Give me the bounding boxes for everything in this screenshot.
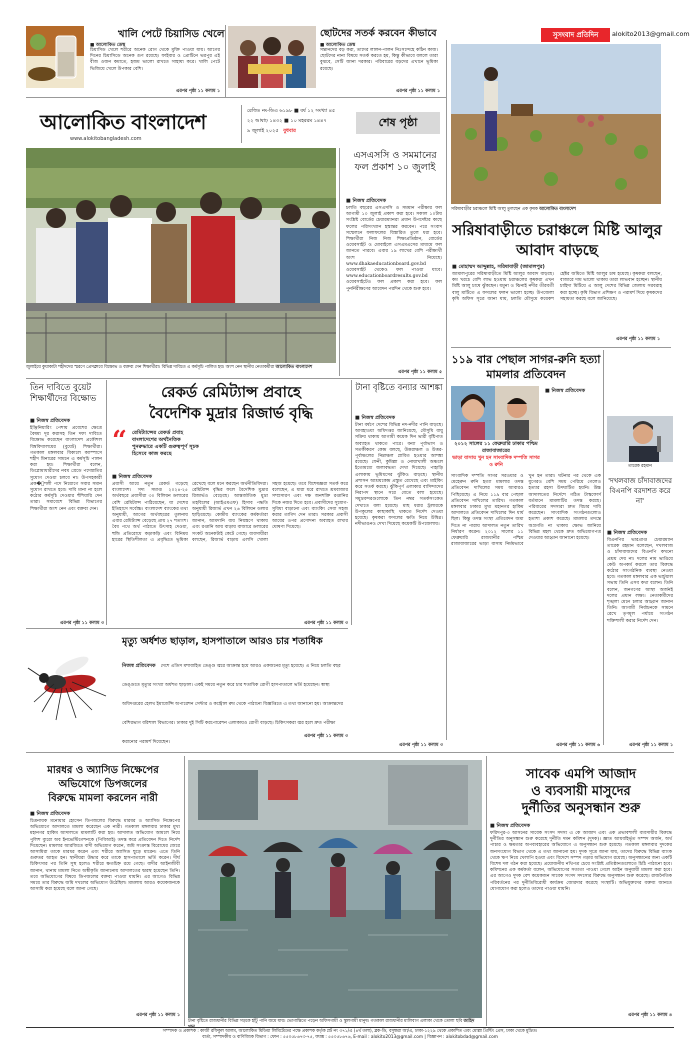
- acid-headline-3: বিরুদ্ধে মামলা করলেন নারী: [48, 793, 158, 804]
- remit-headline-2: বৈদেশিক মুদ্রার রিজার্ভ বৃদ্ধি: [149, 404, 313, 422]
- sagar-continued: এরপর পৃষ্ঠা ১১ কলাম ৬: [555, 743, 600, 748]
- sagar-runi-photo: [451, 386, 539, 440]
- mosquito-image: [26, 632, 118, 728]
- azad-continued: এরপর পৃষ্ঠা ১১ কলাম ৪: [627, 1013, 672, 1018]
- sharisha-credit: আলোকিত বাংলাদেশ: [539, 207, 576, 212]
- sharisha-headline: সরিষাবাড়ীতে চরাঞ্চলে মিষ্টি আলুর আবাদ বাড়ছে: [452, 221, 662, 259]
- azad-byline: ■ নিজস্ব প্রতিবেদক: [490, 823, 530, 829]
- azad-headline-3: দুর্নীতির অনুসন্ধান শুরু: [521, 801, 641, 816]
- sagar-headline: ১১৯ বার পেছাল সাগর-রুনি হত্যা মামলার প্রতিবেদন: [451, 353, 601, 381]
- masthead-date-en: ৯ জুলাই ২০২৫: [247, 128, 279, 134]
- azad-headline-1: সাবেক এমপি আজাদ: [525, 767, 636, 782]
- remit-quote-box: [112, 426, 200, 470]
- promo2-title: ছোটদের সতর্ক করবেন কীভাবে: [320, 28, 437, 39]
- promo2-image: [228, 26, 316, 88]
- banner-label: সুসংবাদ প্রতিদিন: [541, 28, 610, 42]
- masthead-date-bn: ২২ আষাঢ় ১৪৩২ ■ ১০ মহররম ১৪৪৭: [247, 118, 327, 124]
- rain-photo: [188, 760, 482, 1018]
- buet-body: ইঞ্জিনিয়ারিং পেশায় প্রবেশের ক্ষেত্রে বৈষম্য দূর করাসহ তিন দফা দাবিতে বিক্ষোভ করেছেন বাংলাদেশ প্রকৌশল বিশ্ববিদ্যালয়ের (বুয়েট) শিক্ষার্থীরা। গতকাল মঙ্গলবার বিকালে ক্যাম্পাসে শহীদ মিনারের সামনে এ কর্মসূচি পালন করা হয়। শিক্ষার্থীরা বলেন, ডিপ্লোমাধারীদের নবম গ্রেডে পদোন্নতির সুযোগ দেওয়া চলবে না। উপসহকারী প্রক�ৌশলী পদে নিয়োগে সবার সমান সুযোগ রাখতে হবে। দাবি মানা না হলে কঠোর কর্মসূচি দেওয়ার হুঁশিয়ারি দেন তারা। সমাবেশে বিভিন্ন বিভাগের শিক্ষার্থীরা অংশ নেন এবং বক্তব্য দেন।: [30, 426, 102, 512]
- remit-headline-1: রেকর্ড রেমিট্যান্স প্রবাহে: [161, 383, 301, 401]
- acid-headline-2: অভিযোগে ডিপজলের: [58, 779, 148, 790]
- tarique-continued: এরপর পৃষ্ঠা ১১ কলাম ১: [628, 743, 673, 748]
- masthead-url[interactable]: www.alokitobangladesh.com: [70, 136, 142, 142]
- promo1-byline: ■ আলোকিত ডেস্ক: [90, 43, 126, 48]
- banner-email[interactable]: alokito2013@gmail.com: [612, 30, 690, 38]
- sagar-caption-1: ২০১২ সালের ১১ ফেব্রুয়ারি ঢাকার পশ্চিম রাজাবাজারের: [454, 441, 538, 454]
- top-photo-caption-text: জুলাইয়ে কুয়াকাটা শহীদদের স্মরণে প্রেসক্লাবে বিক্ষোভ ও বক্তব্য দেন শিক্ষার্থীরা। বিভিন্ন দাবিতে এ কর্মসূচি পালিত হয়। অংশ নেন স্থানীয় নেতাকর্মীরা: [26, 365, 275, 370]
- tarique-headline: 'দখলবাজ চাঁদাবাজদের বিএনপি বরদাশত করে না': [608, 477, 672, 505]
- remit-body: প্রবাসী আয়ে নতুন রেকর্ড গড়েছে বাংলাদেশ। সদ্য সমাপ্ত ২০২৪-২৫ অর্থবছরে প্রবাসীরা ৩০ বিলিয়ন ডলারের বেশি রেমিট্যান্স পাঠিয়েছেন, যা দেশের ইতিহাসে সর্বোচ্চ। বাংলাদেশ ব্যাংকের তথ্য অনুযায়ী, আগের অর্থবছরের তুলনায় এবার রেমিট্যান্স বেড়েছে প্রায় ২৭ শতাংশ। বৈধ পথে অর্থ পাঠাতে উৎসাহ দেওয়া, হুন্ডি প্রতিরোধে কড়াকড়ি এবং বিনিময় হারের স্থিতিশীলতা এ প্রবৃদ্ধিতে ভূমিকা রেখেছে বলে মনে করছেন অর্থনীতিবিদরা। রেমিট্যান্স বৃদ্ধির ফলে বৈদেশিক মুদ্রার রিজার্ভও বেড়েছে। আন্তর্জাতিক মুদ্রা তহবিলের (আইএমএফ) হিসাব পদ্ধতি অনুযায়ী রিজার্ভ এখন ২৬ বিলিয়ন ডলার ছাড়িয়েছে। কেন্দ্রীয় ব্যাংকের কর্মকর্তারা জানান, আমদানি ব্যয় নিয়ন্ত্রণে থাকায় এবং রপ্তানি আয় বাড়ায় বাজারে ডলারের সংকট অনেকটাই কেটে গেছে। ব্যবসায়ীরা বলছেন, রিজার্ভ বাড়ায় এলসি খোলা সহজ হয়েছে। তবে বিশেষজ্ঞরা সতর্ক করে বলেছেন, এ ধারা ধরে রাখতে শ্রমবাজার সম্প্রসারণ এবং দক্ষ জনশক্তি রপ্তানির দিকে নজর দিতে হবে। প্রবাসীদের সুযোগ-সুবিধা বাড়ানো এবং ব্যাংকিং সেবা সহজ করার তাগিদ দেন তারা। সরকার প্রবাসী আয়ের ওপর প্রণোদনা অব্যাহত রাখার ঘোষণা দিয়েছে।: [112, 482, 348, 543]
- flood-continued: এরপর পৃষ্ঠা ১১ কলাম ৩: [398, 743, 443, 748]
- promo2-text: সন্তানদের বড় করা, তাদের লালন-পালন নিঃসন্দেহে কঠিন কাজ। ছোটদের নানা বিষয়ে সতর্ক করতে হয়, কিন্তু কীভাবে বললে তারা বুঝবে, সেটি জানা দরকার। পরিবারের বড়দের এখানে ভূমিকা রয়েছে।: [320, 48, 438, 72]
- top-protest-photo: [26, 148, 336, 363]
- tarique-photo: [607, 416, 673, 462]
- ssc-continued: এরপর পৃষ্ঠা ১১ কলাম ৫: [397, 370, 442, 375]
- ssc-byline: ■ নিজস্ব প্রতিবেদক: [346, 198, 386, 204]
- footer-imprint: [26, 1029, 674, 1041]
- rain-caption-text: টানা বৃষ্টিতে রাজধানীর বিভিন্ন সড়কে হাঁটু পানি জমে যায়। ভোগান্তিতে পড়েন অফিসগামী ও স্কুলগামী মানুষ। গতকাল রাজধানীর মালিবাগ এলাকা থেকে তোলা ছবি: [188, 1019, 463, 1024]
- remit-byline: ■ নিজস্ব প্রতিবেদক: [112, 474, 152, 480]
- footer-line-2: বার্তা, সম্পাদকীয় ও বাণিজ্যিক বিভাগ : ফোন : ৫৫০৫৮৬৭৩-৭৫, ফ্যাক্স : ৫৫০৫৮৬৭৬, E-mail : alokito2013@gmail.com | বিজ্ঞাপন : alokitobdad@gmail.com: [202, 1035, 498, 1040]
- sharisha-photo: [451, 44, 661, 204]
- sharisha-caption-text: সরিষাবাড়ীর চরাঞ্চলে মিষ্টি আলু তুলছেন এক কৃষক: [451, 207, 538, 212]
- acid-byline: ■ নিজস্ব প্রতিবেদক: [30, 811, 70, 817]
- section-label: শেষ পৃষ্ঠা: [356, 112, 440, 134]
- promo1-title: খালি পেটে চিয়াসিড খেলে: [118, 29, 225, 40]
- ssc-headline: এসএসসি ও সমমানের ফল প্রকাশ ১০ জুলাই: [353, 150, 437, 173]
- flood-body: টানা বর্ষণে দেশের বিভিন্ন নদ-নদীর পানি বাড়ছে। আবহাওয়া অধিদপ্তর জানিয়েছে, মৌসুমি বায়ু সক্রিয় থাকায় আগামী কয়েক দিন ভারী বৃষ্টিপাত অব্যাহত থাকতে পারে। বন্যা পূর্বাভাস ও সতর্কীকরণ কেন্দ্র বলছে, উত্তরাঞ্চল ও উত্তর-পূর্বাঞ্চলের নিম্নাঞ্চল প্লাবিত হওয়ার আশঙ্কা রয়েছে। ফেনী, কুমিল্লা ও নোয়াখালী অঞ্চলে ইতোমধ্যে জলাবদ্ধতা দেখা দিয়েছে। পাহাড়ি এলাকায় ভূমিধসের ঝুঁকিও বাড়ছে। স্থানীয় প্রশাসন আশ্রয়কেন্দ্র প্রস্তুত রেখেছে এবং মাইকিং করে সতর্ক করছে। ঝুঁকিপূর্ণ এলাকার বাসিন্দাদের নিরাপদ স্থানে সরে যেতে বলা হয়েছে। সমুদ্রবন্দরগুলোকে তিন নম্বর সতর্কসংকেত দেখাতে বলা হয়েছে। মাছ ধরার ট্রলারকে উপকূলের কাছাকাছি থাকতে নির্দেশ দেওয়া হয়েছে। কৃষকরা ফসলের ক্ষতি নিয়ে উদ্বিগ্ন। নদীভাঙনও দেখা দিয়েছে কয়েকটি উপজেলায়।: [355, 423, 443, 528]
- sharisha-byline: ■ মোহাম্মদ আব্দুল্লাহ, সরিষাবাড়ী (জামালপুর): [452, 264, 545, 270]
- promo1-image: [26, 26, 84, 88]
- rain-caption: [188, 1019, 482, 1027]
- dengue-headline: মৃত্যু অর্ধশত ছাড়াল, হাসপাতালে আরও চার শতাধিক: [122, 636, 323, 647]
- tarique-byline: ■ নিজস্ব প্রতিবেদক: [607, 530, 647, 536]
- acid-body: চিত্রনায়ক মনোয়ার হোসেন ডিপজলের বিরুদ্ধে মারধর ও অ্যাসিড নিক্ষেপের অভিযোগে আদালতে মামলা করেছেন এক নারী। গতকাল মঙ্গলবার ঢাকার মুখ্য মহানগর হাকিম আদালতে মামলাটি করা হয়। আদালত অভিযোগ আমলে নিয়ে পুলিশ ব্যুরো অব ইনভেস্টিগেশনকে (পিবিআই) তদন্ত করে প্রতিবেদন দিতে নির্দেশ দিয়েছেন। মামলার আরজিতে বাদী অভিযোগ করেন, জমি সংক্রান্ত বিরোধের জেরে আসামিরা তাকে মারধর করেন এবং শরীরে অ্যাসিড ছুড়ে মারেন। এতে তিনি গুরুতর আহত হন। স্থানীয়রা উদ্ধার করে তাকে হাসপাতালে ভর্তি করেন। দীর্ঘ চিকিৎসার পর তিনি সুস্থ হলেও শরীরে ক্ষতচিহ্ন রয়ে গেছে। বাদীর আইনজীবী জানান, থানায় মামলা নিতে অস্বীকৃতি জানানোয় আদালতের দ্বারস্থ হয়েছেন তিনি। তবে অভিযোগের বিষয়ে ডিপজলের বক্তব্য পাওয়া যায়নি। এর আগেও বিভিন্ন সময়ে তার বিরুদ্ধে জমি দখলের অভিযোগ উঠেছিল। মামলায় আরও কয়েকজনকে আসামি করা হয়েছে বলে জানা গেছে।: [30, 819, 180, 893]
- acid-continued: এরপর পৃষ্ঠা ১১ কলাম ১: [135, 1013, 180, 1018]
- promo1-text: চিয়াসিড খেলে শরীরে অনেক রোগ থেকে মুক্তি পাওয়া যায়। আগের দিনের চিয়াসিডে অনেক গুণ রয়েছে। ফাইবার ও প্রোটিনে ভরপুর এই বীজ ওজন কমাতে, হজম ভালো রাখতে সাহায্য করে। খালি পেটে ভিজিয়ে খেলে উপকার বেশি।: [90, 48, 220, 72]
- sharisha-caption: [451, 207, 661, 215]
- sagar-body: সাংবাদিক দম্পতি সাগর সরওয়ার ও মেহেরুন রুনি হত্যা মামলার তদন্ত প্রতিবেদন দাখিলের সময় আবারও পিছিয়েছে। এ নিয়ে ১১৯ বার পেছাল প্রতিবেদন দাখিলের তারিখ। গতকাল মঙ্গলবার ঢাকার মুখ্য মহানগর হাকিম আদালতে প্রতিবেদন দাখিলের দিন ধার্য ছিল। কিন্তু তদন্ত সংস্থা প্রতিবেদন জমা দিতে না পারায় আদালত নতুন তারিখ নির্ধারণ করেন। ২০১২ সালের ১১ ফেব্রুয়ারি রাজধানীর পশ্চিম রাজাবাজারের ভাড়া বাসায় নির্মমভাবে খুন হন তারা। ঘটনার পর থেকে এক যুগেরও বেশি সময় পেরিয়ে গেলেও হত্যার রহস্য উদঘাটিত হয়নি। উচ্চ আদালতের নির্দেশে গঠিত টাস্কফোর্স বর্তমানে মামলাটির তদন্ত করছে। পরিবারের সদস্যরা দ্রুত বিচার দাবি করেছেন। সাংবাদিক সংগঠনগুলোও হতাশা প্রকাশ করেছে। মামলার তদন্তে অগ্রগতি না থাকায় ক্ষোভ জানিয়ে বিভিন্ন মহল থেকে দ্রুত অভিযোগপত্র দেওয়ার আহ্বান জানানো হয়েছে।: [451, 474, 601, 548]
- footer-line-1: সম্পাদক ও প্রকাশক : কাজী রফিকুল আলম, আলোকিত মিডিয়া লিমিটেডের পক্ষে প্রকাশক কর্তৃক প্লট নং ৩৭১/এ (৪র্থ তলা), ব্লক-ডি, বসুন্ধরা আ/এ, ঢাকা-১২২৯ থেকে প্রকাশিত এবং মোল্লা প্রিন্টিং প্রেস, ঢাকা থেকে মুদ্রিত।: [162, 1029, 538, 1034]
- masthead-logo: আলোকিত বাংলাদেশ: [40, 110, 206, 134]
- buet-headline: তিন দাবিতে বুয়েট শিক্ষার্থীদের বিক্ষোভ: [30, 383, 97, 404]
- remit-continued: এরপর পৃষ্ঠা ১১ কলাম ৩: [303, 621, 348, 626]
- tarique-body: বিএনপির ভারপ্রাপ্ত চেয়ারম্যান তারেক রহমান বলেছেন, দখলবাজ ও চাঁদাবাজদের বিএনপি কখনো প্রশ্রয় দেয় না। দলের নাম ভাঙিয়ে কেউ অপকর্ম করলে তার বিরুদ্ধে কঠোর সাংগঠনিক ব্যবস্থা নেওয়া হবে। গতকাল মঙ্গলবার এক ভার্চুয়াল সভায় তিনি এসব কথা বলেন। তিনি বলেন, জনগণের আস্থা অর্জনই দলের প্রধান লক্ষ্য। নেতাকর্মীদের শৃঙ্খলা মেনে চলার আহ্বান জানান তিনি। আগামী নির্বাচনকে সামনে রেখে তৃণমূল পর্যায়ে সংগঠন শক্তিশালী করার নির্দেশ দেন।: [607, 538, 673, 624]
- promo1-continued: এরপর পৃষ্ঠা ১১ কলাম ১: [175, 89, 220, 94]
- remit-quote: রেমিট্যান্সের রেকর্ড প্রবাহ বাংলাদেশের অর্থনৈতিক পুনরুদ্ধারে একটি গুরুত্বপূর্ণ সূচক হিসেবে কাজ করছে: [132, 430, 199, 457]
- promo2-continued: এরপর পৃষ্ঠা ১১ কলাম ১: [395, 89, 440, 94]
- flood-headline: টানা বৃষ্টিতে বন্যার আশঙ্কা: [355, 383, 443, 393]
- sagar-caption: [451, 441, 541, 471]
- buet-byline: ■ নিজস্ব প্রতিবেদক: [30, 418, 70, 424]
- sagar-byline: ■ নিজস্ব প্রতিবেদক: [545, 388, 585, 394]
- buet-continued: এরপর পৃষ্ঠা ১১ কলাম ৩: [59, 621, 104, 626]
- masthead-date: [247, 128, 296, 136]
- sharisha-body: জামালপুরের সরিষাবাড়ীতে মিষ্টি আলুর আবাদ বাড়ছে। কম খরচে বেশি লাভ হওয়ায় চরাঞ্চলের কৃষকরা এখন মিষ্টি আলু চাষে ঝুঁকছেন। যমুনা ও ঝিনাই নদীর তীরবর্তী বালু মাটিতে এ ফসলের ফলন ভালো হচ্ছে। উপজেলা কৃষি অফিস সূত্রে জানা যায়, চলতি মৌসুমে কয়েকশ হেক্টর জমিতে মিষ্টি আলুর চাষ হয়েছে। কৃষকরা বলছেন, বাজারে দাম ভালো থাকায় তারা লাভবান হচ্ছেন। স্থানীয় চাহিদা মিটিয়ে এ আলু দেশের বিভিন্ন জেলায় সরবরাহ করা হচ্ছে। কৃষি বিভাগ প্রশিক্ষণ ও পরামর্শ দিয়ে কৃষকদের সহায়তা করছে বলে জানিয়েছে।: [452, 272, 662, 302]
- acid-headline-1: মারধর ও অ্যাসিড নিক্ষেপের: [47, 765, 159, 776]
- rain-photo-credit: জাহিদ: [463, 1019, 475, 1024]
- dengue-continued: এরপর পৃষ্ঠা ১১ কলাম ৩: [303, 734, 348, 739]
- dengue-body: দেশে এডিস মশাবাহিত ডেঙ্গু জ্বরে আক্রান্ত হয়ে আরও একজনের মৃত্যু হয়েছে। এ নিয়ে চলতি বছর ডেঙ্গুতে মৃত্যুর সংখ্যা অর্ধশত ছাড়াল। একই সময়ে নতুন করে চার শতাধিক রোগী হাসপাতালে ভর্তি হয়েছেন। স্বাস্থ্য অধিদপ্তরের হেলথ ইমার্জেন্সি অপারেশন সেন্টার ও কন্ট্রোল রুম থেকে পাঠানো বিজ্ঞপ্তিতে এ তথ্য জানানো হয়। আক্রান্তদের বেশিরভাগ বরিশাল বিভাগের। ঢাকার দুই সিটি করপোরেশন এলাকায়ও রোগী বাড়ছে। চিকিৎসকরা জ্বর হলে দ্রুত পরীক্ষা করানোর পরামর্শ দিয়েছেন।: [122, 664, 344, 745]
- flood-byline: ■ নিজস্ব প্রতিবেদক: [355, 415, 395, 421]
- sharisha-continued: এরপর পৃষ্ঠা ১১ কলাম ১: [615, 337, 660, 342]
- ssc-body: চলতি বছরের এসএসসি ও সমমান পরীক্ষার ফল আগামী ১০ জুলাই প্রকাশ করা হবে। সকাল ১০টায় সংশ্লিষ্ট বোর্ডের চেয়ারম্যানরা প্রধান উপদেষ্টার কাছে ফলের পরিসংখ্যান হস্তান্তর করবেন। পরে সংবাদ সম্মেলনে ফলাফলের বিস্তারিত তুলে ধরা হবে। শিক্ষার্থীরা নিজ নিজ শিক্ষাপ্রতিষ্ঠান, বোর্ডের ওয়েবসাইট ও মোবাইলে এসএমএসের মাধ্যমে ফল জানতে পারবে। এবার ১৯ লাখের বেশি পরীক্ষার্থী অংশ নিয়েছে। www.dhakaeducationboard.gov.bd ওয়েবসাইট থেকেও ফল পাওয়া যাবে। www.educationboardresults.gov.bd ওয়েবসাইটেও ফল প্রকাশ করা হবে। ফল পুনর্নিরীক্ষণের আবেদন পরদিন থেকে শুরু হবে।: [346, 206, 442, 292]
- quote-icon: “: [112, 426, 127, 456]
- masthead-day: বুধবার: [283, 128, 296, 134]
- promo2-byline: ■ আলোকিত ডেস্ক: [320, 43, 356, 48]
- azad-headline-2: ও ব্যবসায়ী মাসুদের: [531, 784, 631, 799]
- top-photo-caption: [26, 365, 336, 377]
- tarique-name: তারেক রহমান: [628, 464, 652, 469]
- sagar-caption-2: ভাড়া বাসায় খুন হন সাংবাদিক দম্পতি সাগর ও রুনি: [452, 455, 540, 468]
- azad-body: ফরিদপুর-৩ আসনের সাবেক সংসদ সদস্য এ কে আজাদ এবং এক প্রভাবশালী ব্যবসায়ীর বিরুদ্ধে দুর্নীতির অনুসন্ধান শুরু করেছে দুর্নীতি দমন কমিশন (দুদক)। জ্ঞাত আয়বহির্ভূত সম্পদ অর্জন, অর্থ পাচার ও ক্ষমতার অপব্যবহারের অভিযোগে এ অনুসন্ধান শুরু হয়েছে। গতকাল মঙ্গলবার দুদকের জনসংযোগ বিভাগ থেকে এ তথ্য জানানো হয়। দুদক সূত্রে জানা যায়, তাদের বিরুদ্ধে বিভিন্ন ব্যাংক থেকে ঋণ নিয়ে খেলাপি হওয়া এবং বিদেশে সম্পদ গড়ার অভিযোগ রয়েছে। অনুসন্ধানের জন্য একটি বিশেষ দল গঠন করা হয়েছে। প্রয়োজনীয় নথিপত্র চেয়ে সংশ্লিষ্ট প্রতিষ্ঠানগুলোতে চিঠি পাঠানো হবে। কমিশনের এক কর্মকর্তা বলেন, অভিযোগের সত্যতা পাওয়া গেলে আইন অনুযায়ী মামলা করা হবে। এর আগেও দুদক বেশ কয়েকজন সাবেক সংসদ সদস্যের বিরুদ্ধে অনুসন্ধান শুরু করেছে। রাজনৈতিক পরিবর্তনের পর দুর্নীতিবিরোধী কার্যক্রম জোরদার করেছে সংস্থাটি। অভিযুক্তদের বক্তব্য জানতে যোগাযোগ করা হলেও তাদের পাওয়া যায়নি।: [490, 831, 672, 892]
- dengue-byline: নিজস্ব প্রতিবেদক: [122, 663, 156, 669]
- masthead-reg: রেজিঃ নং-ডিএ ৬১৯৮ ■ বর্ষ ১২ সংখ্যা ৪৫: [247, 108, 336, 114]
- top-photo-credit: আলোকিত বাংলাদেশ: [275, 365, 313, 370]
